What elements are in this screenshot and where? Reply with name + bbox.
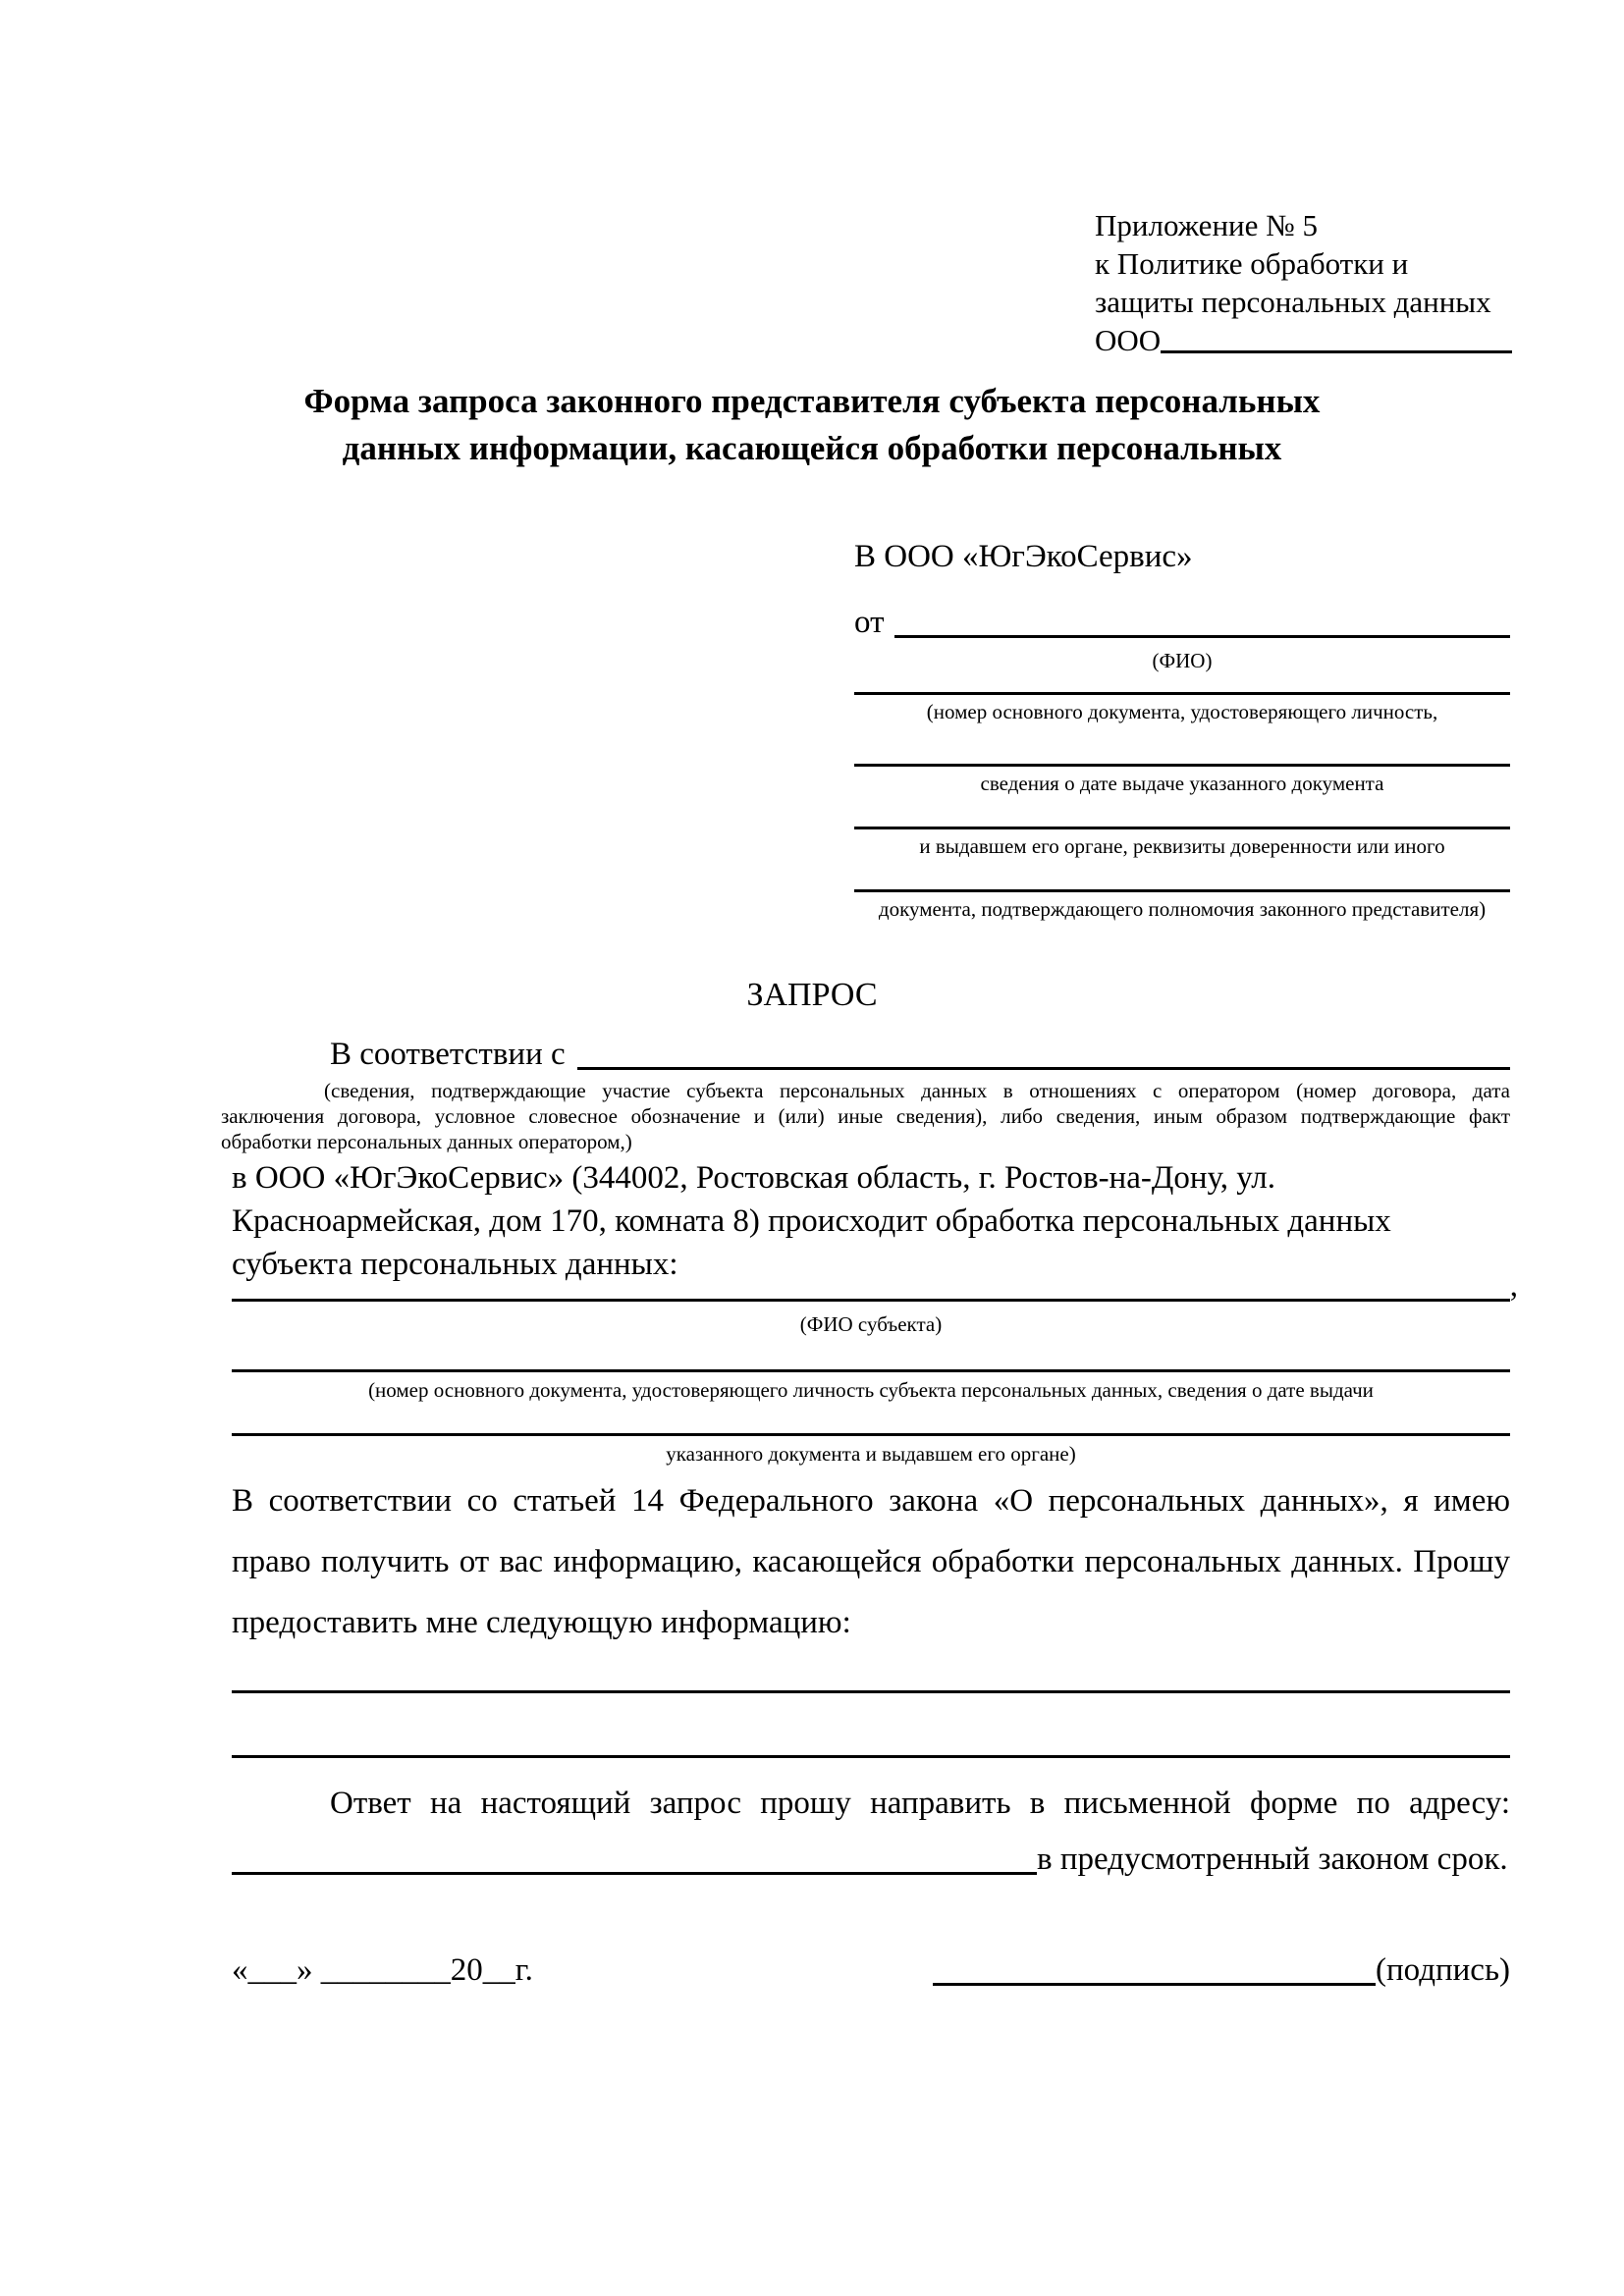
accordance-blank-line [577,1067,1510,1070]
field-caption: сведения о дате выдаче указанного документа [980,772,1384,795]
accordance-caption-line: обработки персональных данных оператором,) [221,1130,632,1153]
subject-fio-row [232,1264,1518,1308]
page-title [174,378,1450,472]
statement-line: предоставить мне следующую информацию: [232,1605,851,1640]
processing-line: в ООО «ЮгЭкоСервис» (344002, Ростовская область, г. Ростов-на-Дону, ул. [232,1160,1275,1196]
appendix-line: к Политике обработки и [1095,246,1409,281]
subject-document-blank-line [232,1369,1510,1372]
requested-info-blank-line [232,1690,1510,1693]
field-caption: и выдавшем его органе, реквизиты доверенности или иного [919,834,1445,858]
title-line: Форма запроса законного представителя субъекта персональных [303,382,1321,420]
field-caption: (номер основного документа, удостоверяющего личность, [926,700,1438,723]
requested-info-blank-line [232,1755,1510,1758]
signature-caption: (подпись) [1376,1952,1510,1988]
accordance-caption-line: заключения договора, условное словесное обозначение и (или) иные сведения), либо сведения, иным образом подтверждающие факт [221,1104,1510,1128]
authority-document-blank-line [854,889,1510,892]
reply-address-blank-line [232,1872,1037,1875]
from-fio-blank-line [894,635,1511,638]
from-label: от [854,605,885,640]
fio-caption: (ФИО) [1152,649,1213,672]
title-line: данных информации, касающейся обработки персональных [342,429,1282,467]
addressee-to-company: В ООО «ЮгЭкоСервис» [854,539,1193,574]
reply-tail: в предусмотренный законом срок. [1037,1842,1508,1877]
statement-paragraph [232,1470,1510,1653]
from-row [854,601,1510,644]
accordance-caption-line: (сведения, подтверждающие участие субъекта персональных данных в отношениях с оператором (номер договора, дата [324,1079,1510,1102]
signature-row [933,1949,1510,1992]
subject-issuer-caption: указанного документа и выдавшем его органе) [666,1442,1076,1466]
appendix-line: защиты персональных данных [1095,285,1491,319]
processing-line: субъекта персональных данных: [232,1247,678,1282]
company-name-blank-line [1161,350,1512,353]
subject-document-caption: (номер основного документа, удостоверяющего личность субъекта персональных данных, сведения о дате выдачи [368,1378,1374,1402]
subject-fio-caption: (ФИО субъекта) [799,1312,943,1336]
accordance-caption [221,1078,1510,1154]
statement-line: В соответствии со статьей 14 Федерального закона «О персональных данных», я имею [232,1483,1510,1519]
appendix-company-row [1095,321,1512,359]
signature-blank-line [933,1983,1376,1986]
subject-fio-comma: , [1509,1268,1518,1304]
reply-line: Ответ на настоящий запрос прошу направить в письменной форме по адресу: [330,1786,1510,1821]
request-heading: ЗАПРОС [746,977,878,1013]
processing-line: Красноармейская, дом 170, комната 8) происходит обработка персональных данных [232,1203,1391,1239]
appendix-company-label: ООО [1095,323,1162,357]
document-number-blank-line [854,692,1510,695]
statement-line: право получить от вас информацию, касающейся обработки персональных данных. Прошу [232,1544,1510,1579]
accordance-row [232,1033,1510,1076]
issue-date-blank-line [854,764,1510,767]
accordance-label: В соответствии с [330,1037,566,1072]
appendix-line: Приложение № 5 [1095,208,1318,242]
subject-issuer-blank-line [232,1433,1510,1436]
subject-fio-blank-line [232,1299,1510,1302]
date-line: «___» ________20__г. [232,1952,533,1988]
appendix-block [1095,206,1512,359]
issuing-authority-blank-line [854,827,1510,829]
reply-address-row [232,1838,1510,1881]
field-caption: документа, подтверждающего полномочия законного представителя) [878,897,1487,921]
